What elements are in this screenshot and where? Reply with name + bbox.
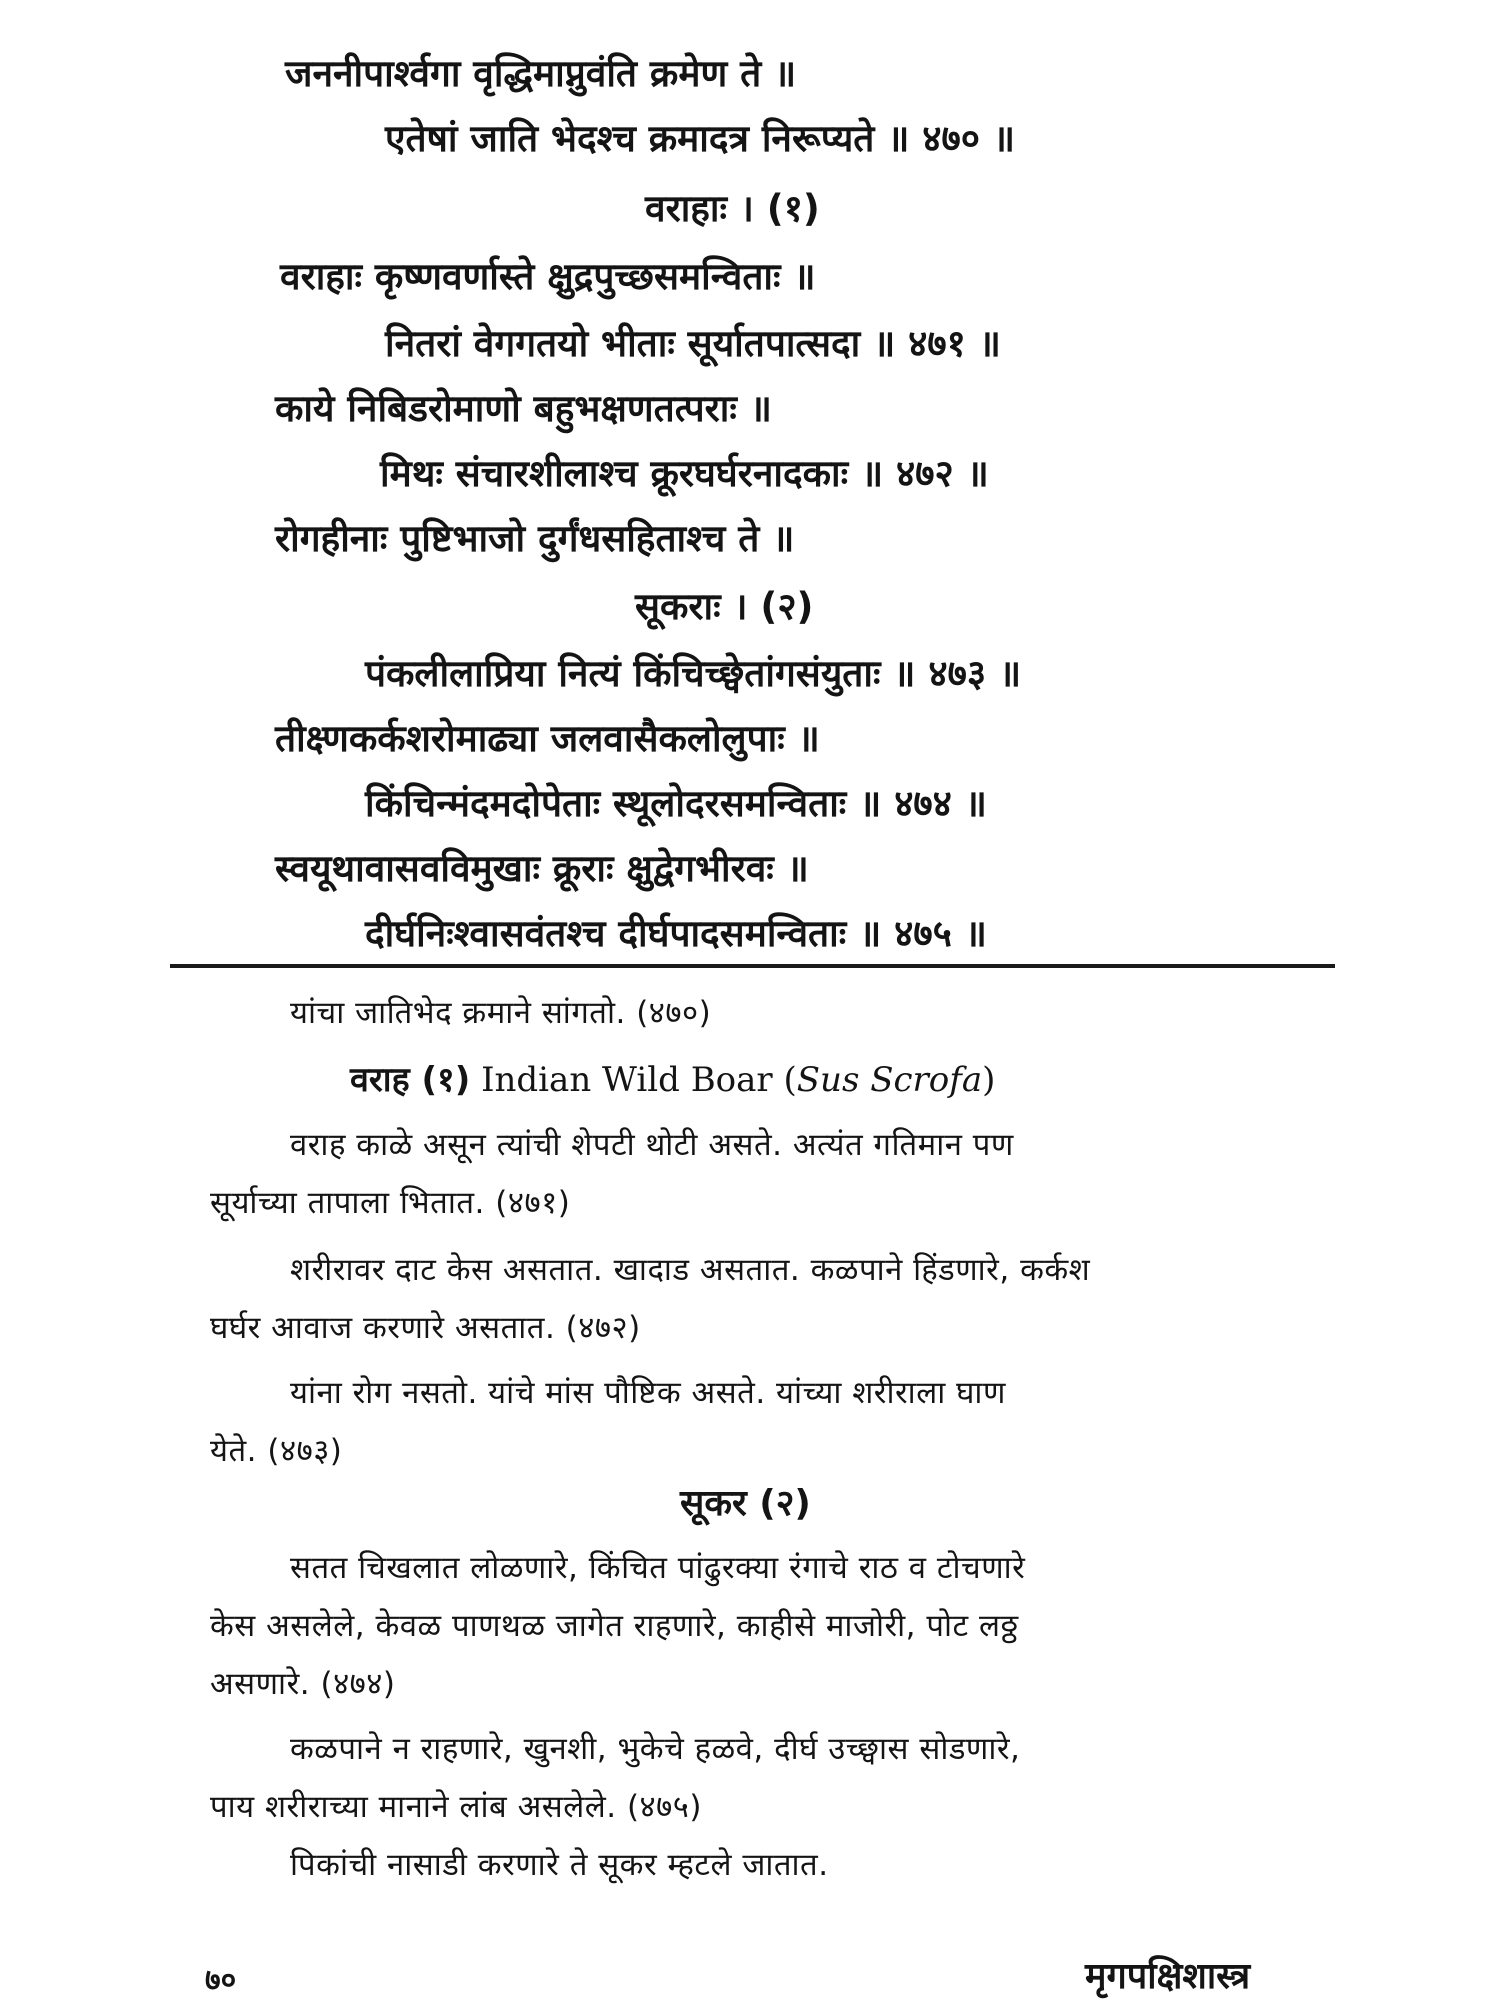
commentary-line: पाय शरीराच्या मानाने लांब असलेले. (४७५) — [210, 1789, 702, 1825]
commentary-line: पिकांची नासाडी करणारे ते सूकर म्हटले जातात. — [290, 1847, 829, 1883]
commentary-line: यांना रोग नसतो. यांचे मांस पौष्टिक असते. यांच्या शरीराला घाण — [290, 1375, 1006, 1411]
species-heading-latin: Sus Scrofa — [796, 1060, 983, 1100]
verse-line: नितरां वेगगतयो भीताः सूर्यातपात्सदा ॥ ४७१ ॥ — [385, 322, 1001, 365]
verse-line: जननीपार्श्वगा वृद्धिमाप्नुवंति क्रमेण ते ॥ — [285, 52, 797, 95]
section-heading: सूकर (२) — [680, 1483, 811, 1524]
commentary-line: कळपाने न राहणारे, खुनशी, भुकेचे हळवे, दीर्घ उच्छ्वास सोडणारे, — [290, 1731, 1021, 1767]
verse-line: पंकलीलाप्रिया नित्यं किंचिच्छ्वेतांगसंयुताः ॥ ४७३ ॥ — [365, 652, 1022, 695]
commentary-line: वराह काळे असून त्यांची शेपटी थोटी असते. अत्यंत गतिमान पण — [290, 1127, 1014, 1163]
commentary-line: असणारे. (४७४) — [210, 1666, 396, 1702]
commentary-line: सतत चिखलात लोळणारे, किंचित पांढुरक्या रंगाचे राठ व टोचणारे — [290, 1550, 1026, 1586]
running-title: मृगपक्षिशास्त्र — [1085, 1956, 1251, 1997]
verse-line: किंचिन्मंदमदोपेताः स्थूलोदरसमन्विताः ॥ ४७४ ॥ — [365, 782, 987, 825]
verse-line: दीर्घनिःश्वासवंतश्च दीर्घपादसमन्विताः ॥ ४७५ ॥ — [365, 912, 987, 955]
species-heading-english: Indian Wild Boar ( — [481, 1060, 797, 1100]
verse-line: तीक्ष्णकर्कशरोमाढ्या जलवासैकलोलुपाः ॥ — [275, 717, 820, 760]
section-heading: सूकराः । (२) — [635, 585, 814, 628]
commentary-line: यांचा जातिभेद क्रमाने सांगतो. (४७०) — [290, 995, 712, 1031]
commentary-line: येते. (४७३) — [210, 1433, 343, 1469]
species-heading-devanagari: वराह (१) — [350, 1060, 471, 1100]
verse-line: स्वयूथावासवविमुखाः क्रूराः क्षुद्वेगभीरवः ॥ — [275, 847, 809, 890]
species-heading — [350, 1060, 996, 1100]
species-heading-close: ) — [982, 1060, 996, 1100]
commentary-line: केस असलेले, केवळ पाणथळ जागेत राहणारे, काहीसे माजोरी, पोट लठ्ठ — [210, 1608, 1019, 1644]
commentary-line: घर्घर आवाज करणारे असतात. (४७२) — [210, 1310, 641, 1346]
commentary-line: शरीरावर दाट केस असतात. खादाड असतात. कळपाने हिंडणारे, कर्कश — [290, 1252, 1091, 1288]
verse-line: एतेषां जाति भेदश्च क्रमादत्र निरूप्यते ॥ ४७० ॥ — [385, 117, 1016, 160]
verse-line: वराहाः कृष्णवर्णास्ते क्षुद्रपुच्छसमन्विताः ॥ — [280, 255, 816, 298]
verse-line: काये निबिडरोमाणो बहुभक्षणतत्पराः ॥ — [275, 387, 772, 430]
section-heading: वराहाः । (१) — [645, 187, 820, 230]
section-divider — [170, 964, 1335, 968]
verse-line: मिथः संचारशीलाश्च क्रूरघर्घरनादकाः ॥ ४७२ ॥ — [380, 452, 989, 495]
page-number: ७० — [205, 1963, 237, 1998]
commentary-line: सूर्याच्या तापाला भितात. (४७१) — [210, 1185, 571, 1221]
verse-line: रोगहीनाः पुष्टिभाजो दुर्गंधसहिताश्च ते ॥ — [275, 517, 795, 560]
